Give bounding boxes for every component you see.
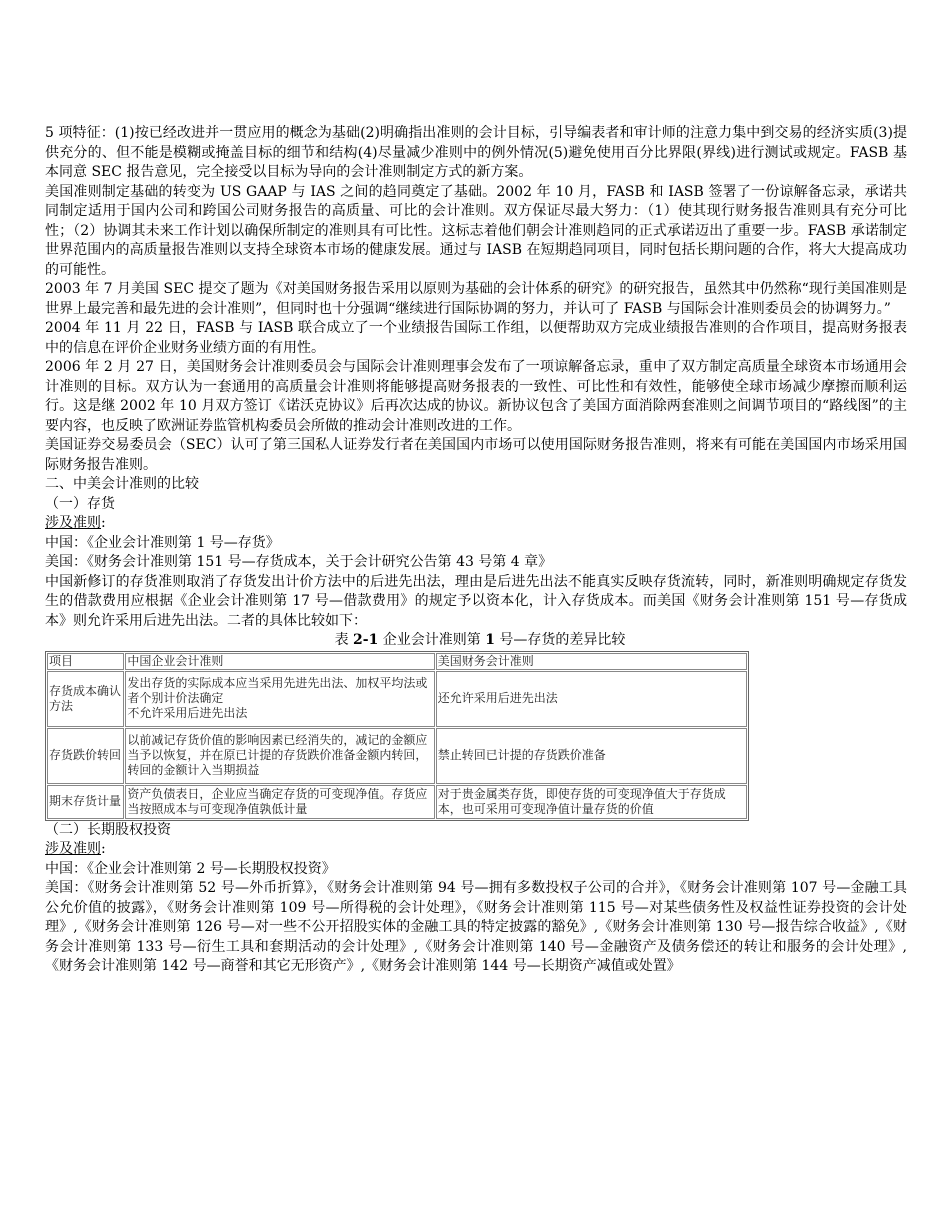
table-cell: 发出存货的实际成本应当采用先进先出法、加权平均法或者个别计价法确定 不允许采用后进先出法	[125, 671, 434, 727]
document-page	[45, 124, 907, 977]
caption-prefix: 表	[334, 632, 354, 648]
inventory-china-standard: 中国：《企业会计准则第 1 号—存货》	[45, 534, 280, 551]
table-cell: 禁止转回已计提的存货跌价准备	[436, 728, 747, 784]
table-caption	[45, 631, 907, 651]
table-cell: 存货成本确认方法	[47, 671, 124, 727]
caption-mid: 企业会计准则第	[378, 632, 486, 648]
comparison-table	[45, 651, 749, 821]
table-cell: 还允许采用后进先出法	[436, 671, 747, 727]
header-cell: 中国企业会计准则	[125, 653, 434, 670]
section-heading: 二、中美会计准则的比较	[45, 476, 199, 492]
header-cell: 项目	[47, 653, 124, 670]
caption-number: 2-1	[353, 632, 379, 648]
equity-heading: （二）长期股权投资	[45, 821, 171, 838]
table-cell: 以前减记存货价值的影响因素已经消失的，减记的金额应当予以恢复，并在原已计提的存货跌价准备金额内转回，转回的金额计入当期损益	[125, 728, 434, 784]
equity-china-standard: 中国：《企业会计准则第 2 号—长期股权投资》	[45, 860, 336, 877]
table-cell: 期末存货计量	[47, 785, 124, 819]
table-row	[47, 671, 747, 727]
caption-suffix: 号—存货的差异比较	[494, 632, 626, 648]
standards-label-colon: :	[101, 515, 106, 531]
inventory-heading: （一）存货	[45, 495, 115, 512]
table-row	[47, 785, 747, 819]
paragraph: 美国证券交易委员会（SEC）认可了第三国私人证券发行者在美国国内市场可以使用国际财务报告准则，将来有可能在美国国内市场采用国际财务报告准则。	[45, 437, 907, 473]
table-cell: 对于贵金属类存货，即使存货的可变现净值大于存货成本，也可采用可变现净值计量存货的价值	[436, 785, 747, 819]
paragraph: 5 项特征：(1)按已经改进并一贯应用的概念为基础(2)明确指出准则的会计目标，引导编表者和审计师的注意力集中到交易的经济实质(3)提供充分的、但不能是模糊或掩盖目标的细节和结构(4)尽量减少准则中的例外情况(5)避免使用百分比界限(界线)进行测试或规定。FASB 基本同意 SEC 报告意见，完全接受以目标为导向的会计准则制定方式的新方案。	[45, 125, 907, 180]
table-header-row	[47, 653, 747, 670]
standards-label-colon: :	[101, 841, 106, 857]
inventory-us-standard: 美国：《财务会计准则第 151 号—存货成本，关于会计研究公告第 43 号第 4 章》	[45, 554, 553, 570]
table-cell: 存货跌价转回	[47, 728, 124, 784]
paragraph: 美国准则制定基础的转变为 US GAAP 与 IAS 之间的趋同奠定了基础。2002 年 10 月，FASB 和 IASB 签署了一份谅解备忘录，承诺共同制定适用于国内公司和跨国公司财务报告的高质量、可比的会计准则。双方保证尽最大努力：（1）使其现行财务报告准则具有充分可比性；（2）协调其未来工作计划以确保所制定的准则具有可比性。这标志着他们朝会计准则趋同的正式承诺迈出了重要一步。FASB 承诺制定世界范围内的高质量报告准则以支持全球资本市场的健康发展。通过与 IASB 在短期趋同项目，同时包括长期问题的合作，将大大提高成功的可能性。	[45, 183, 907, 278]
paragraph: 2004 年 11 月 22 日，FASB 与 IASB 联合成立了一个业绩报告国际工作组，以便帮助双方完成业绩报告准则的合作项目，提高财务报表中的信息在评价企业财务业绩方面的有用性。	[45, 320, 907, 356]
table-cell: 资产负债表日，企业应当确定存货的可变现净值。存货应当按照成本与可变现净值孰低计量	[125, 785, 434, 819]
standards-label-text: 涉及准则	[45, 515, 101, 531]
standards-label-text: 涉及准则	[45, 841, 101, 857]
paragraph: 2006 年 2 月 27 日，美国财务会计准则委员会与国际会计准则理事会发布了一项谅解备忘录，重申了双方制定高质量全球资本市场通用会计准则的目标。双方认为一套通用的高质量会计准则将能够提高财务报表的一致性、可比性和有效性，能够使全球市场减少摩擦而顺利运行。这是继 2002 年 10 月双方签订《诺沃克协议》后再次达成的协议。新协议包含了美国方面消除两套准则之间调节项目的“路线图”的主要内容，也反映了欧洲证券监管机构委员会所做的推动会计准则改进的工作。	[45, 359, 907, 434]
equity-standards-label	[45, 840, 907, 860]
header-cell: 美国财务会计准则	[436, 653, 747, 670]
caption-number-2: 1	[485, 632, 495, 648]
equity-us-standard: 美国：《财务会计准则第 52 号—外币折算》，《财务会计准则第 94 号—拥有多数投权子公司的合并》，《财务会计准则第 107 号—金融工具公允价值的披露》，《财务会计准则第 109 号—所得税的会计处理》，《财务会计准则第 115 号—对某些债务性及权益性证券投资的会计处理》,《财务会计准则第 126 号—对一些不公开招股实体的金融工具的特定披露的豁免》,《财务会计准则第 130 号—报告综合收益》,《财务会计准则第 133 号—衍生工具和套期活动的会计处理》,《财务会计准则第 140 号—金融资产及债务偿还的转让和服务的会计处理》,《财务会计准则第 142 号—商誉和其它无形资产》,《财务会计准则第 144 号—长期资产减值或处置》	[45, 880, 907, 974]
table-row	[47, 728, 747, 784]
inventory-body: 中国新修订的存货准则取消了存货发出计价方法中的后进先出法，理由是后进先出法不能真实反映存货流转，同时，新准则明确规定存货发生的借款费用应根据《企业会计准则第 17 号—借款费用》的规定予以资本化，计入存货成本。而美国《财务会计准则第 151 号—存货成本》则允许采用后进先出法。二者的具体比较如下：	[45, 573, 907, 629]
paragraph: 2003 年 7 月美国 SEC 提交了题为《对美国财务报告采用以原则为基础的会计体系的研究》的研究报告，虽然其中仍然称“现行美国准则是世界上最完善和最先进的会计准则”，但同时也十分强调“继续进行国际协调的努力，并认可了 FASB 与国际会计准则委员会的协调努力。”	[45, 281, 907, 317]
inventory-standards-label	[45, 514, 907, 534]
